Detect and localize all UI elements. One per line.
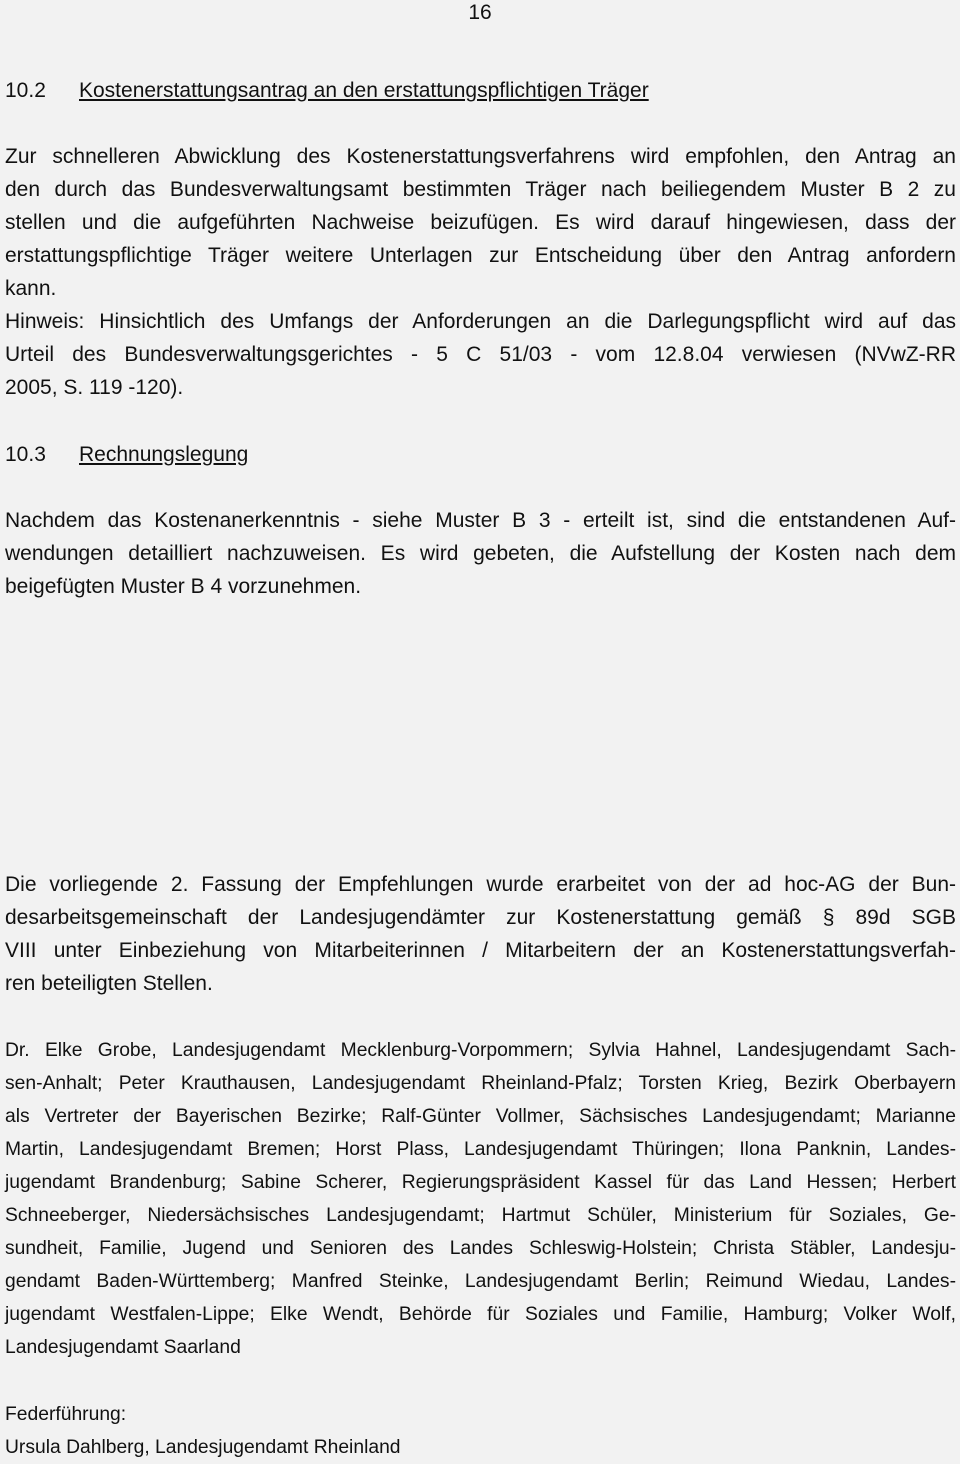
paragraph-members (5, 1034, 956, 1364)
text-line: Zur schnelleren Abwicklung des Kostenerstattungsverfahrens wird empfohlen, den Antrag an (5, 145, 956, 168)
section-number: 10.3 (5, 443, 46, 466)
text-line: Schneeberger, Niedersächsisches Landesjugendamt; Hartmut Schüler, Ministerium für Soziales, Ge- (5, 1205, 956, 1226)
text-line: VIII unter Einbeziehung von Mitarbeiterinnen / Mitarbeitern der an Kostenerstattungsverfah- (5, 939, 956, 962)
lead-name: Ursula Dahlberg, Landesjugendamt Rheinland (5, 1437, 401, 1458)
text-line: Dr. Elke Grobe, Landesjugendamt Mecklenburg-Vorpommern; Sylvia Hahnel, Landesjugendamt Sach- (5, 1040, 956, 1061)
lead-label: Federführung: (5, 1404, 127, 1425)
section-title: Kostenerstattungsantrag an den erstattungspflichtigen Träger (79, 79, 649, 102)
text-line: als Vertreter der Bayerischen Bezirke; Ralf-Günter Vollmer, Sächsisches Landesjugendamt; Marianne (5, 1106, 956, 1127)
text-line: Hinweis: Hinsichtlich des Umfangs der Anforderungen an die Darlegungspflicht wird auf das (5, 310, 956, 333)
paragraph-antrag (5, 140, 956, 305)
text-line: jugendamt Brandenburg; Sabine Scherer, Regierungspräsident Kassel für das Land Hessen; Herbert (5, 1172, 956, 1193)
text-line: erstattungspflichtige Träger weitere Unterlagen zur Entscheidung über den Antrag anfordern (5, 244, 956, 267)
paragraph-rechnungslegung (5, 504, 956, 603)
text-line: wendungen detailliert nachzuweisen. Es wird gebeten, die Aufstellung der Kosten nach dem (5, 542, 956, 565)
section-heading-10-3 (5, 443, 248, 467)
text-line: 2005, S. 119 -120). (5, 376, 184, 399)
text-line: gendamt Baden-Württemberg; Manfred Steinke, Landesjugendamt Berlin; Reimund Wiedau, Landes- (5, 1271, 956, 1292)
text-line: ren beteiligten Stellen. (5, 972, 213, 995)
text-line: Nachdem das Kostenanerkenntnis - siehe Muster B 3 - erteilt ist, sind die entstandenen Auf- (5, 509, 956, 532)
text-line: Landesjugendamt Saarland (5, 1337, 241, 1358)
section-heading-10-2 (5, 79, 649, 103)
section-number: 10.2 (5, 79, 46, 102)
text-line: sundheit, Familie, Jugend und Senioren des Landes Schleswig-Holstein; Christa Stäbler, Landesju- (5, 1238, 956, 1259)
text-line: jugendamt Westfalen-Lippe; Elke Wendt, Behörde für Soziales und Familie, Hamburg; Volker Wolf, (5, 1304, 956, 1325)
text-line: kann. (5, 277, 57, 300)
paragraph-hinweis (5, 305, 956, 404)
text-line: sen-Anhalt; Peter Krauthausen, Landesjugendamt Rheinland-Pfalz; Torsten Krieg, Bezirk Oberbayern (5, 1073, 956, 1094)
text-line: den durch das Bundesverwaltungsamt bestimmten Träger nach beiliegendem Muster B 2 zu (5, 178, 956, 201)
text-line: beigefügten Muster B 4 vorzunehmen. (5, 575, 362, 598)
text-line: Martin, Landesjugendamt Bremen; Horst Plass, Landesjugendamt Thüringen; Ilona Panknin, Landes- (5, 1139, 956, 1160)
paragraph-fassung (5, 868, 956, 1000)
text-line: Urteil des Bundesverwaltungsgerichtes - 5 C 51/03 - vom 12.8.04 verwiesen (NVwZ-RR (5, 343, 956, 366)
text-line: desarbeitsgemeinschaft der Landesjugendämter zur Kostenerstattung gemäß § 89d SGB (5, 906, 956, 929)
section-title: Rechnungslegung (79, 443, 249, 466)
text-line: stellen und die aufgeführten Nachweise beizufügen. Es wird darauf hingewiesen, dass der (5, 211, 956, 234)
text-line: Die vorliegende 2. Fassung der Empfehlungen wurde erarbeitet von der ad hoc-AG der Bun- (5, 873, 956, 896)
page-number: 16 (468, 1, 492, 24)
